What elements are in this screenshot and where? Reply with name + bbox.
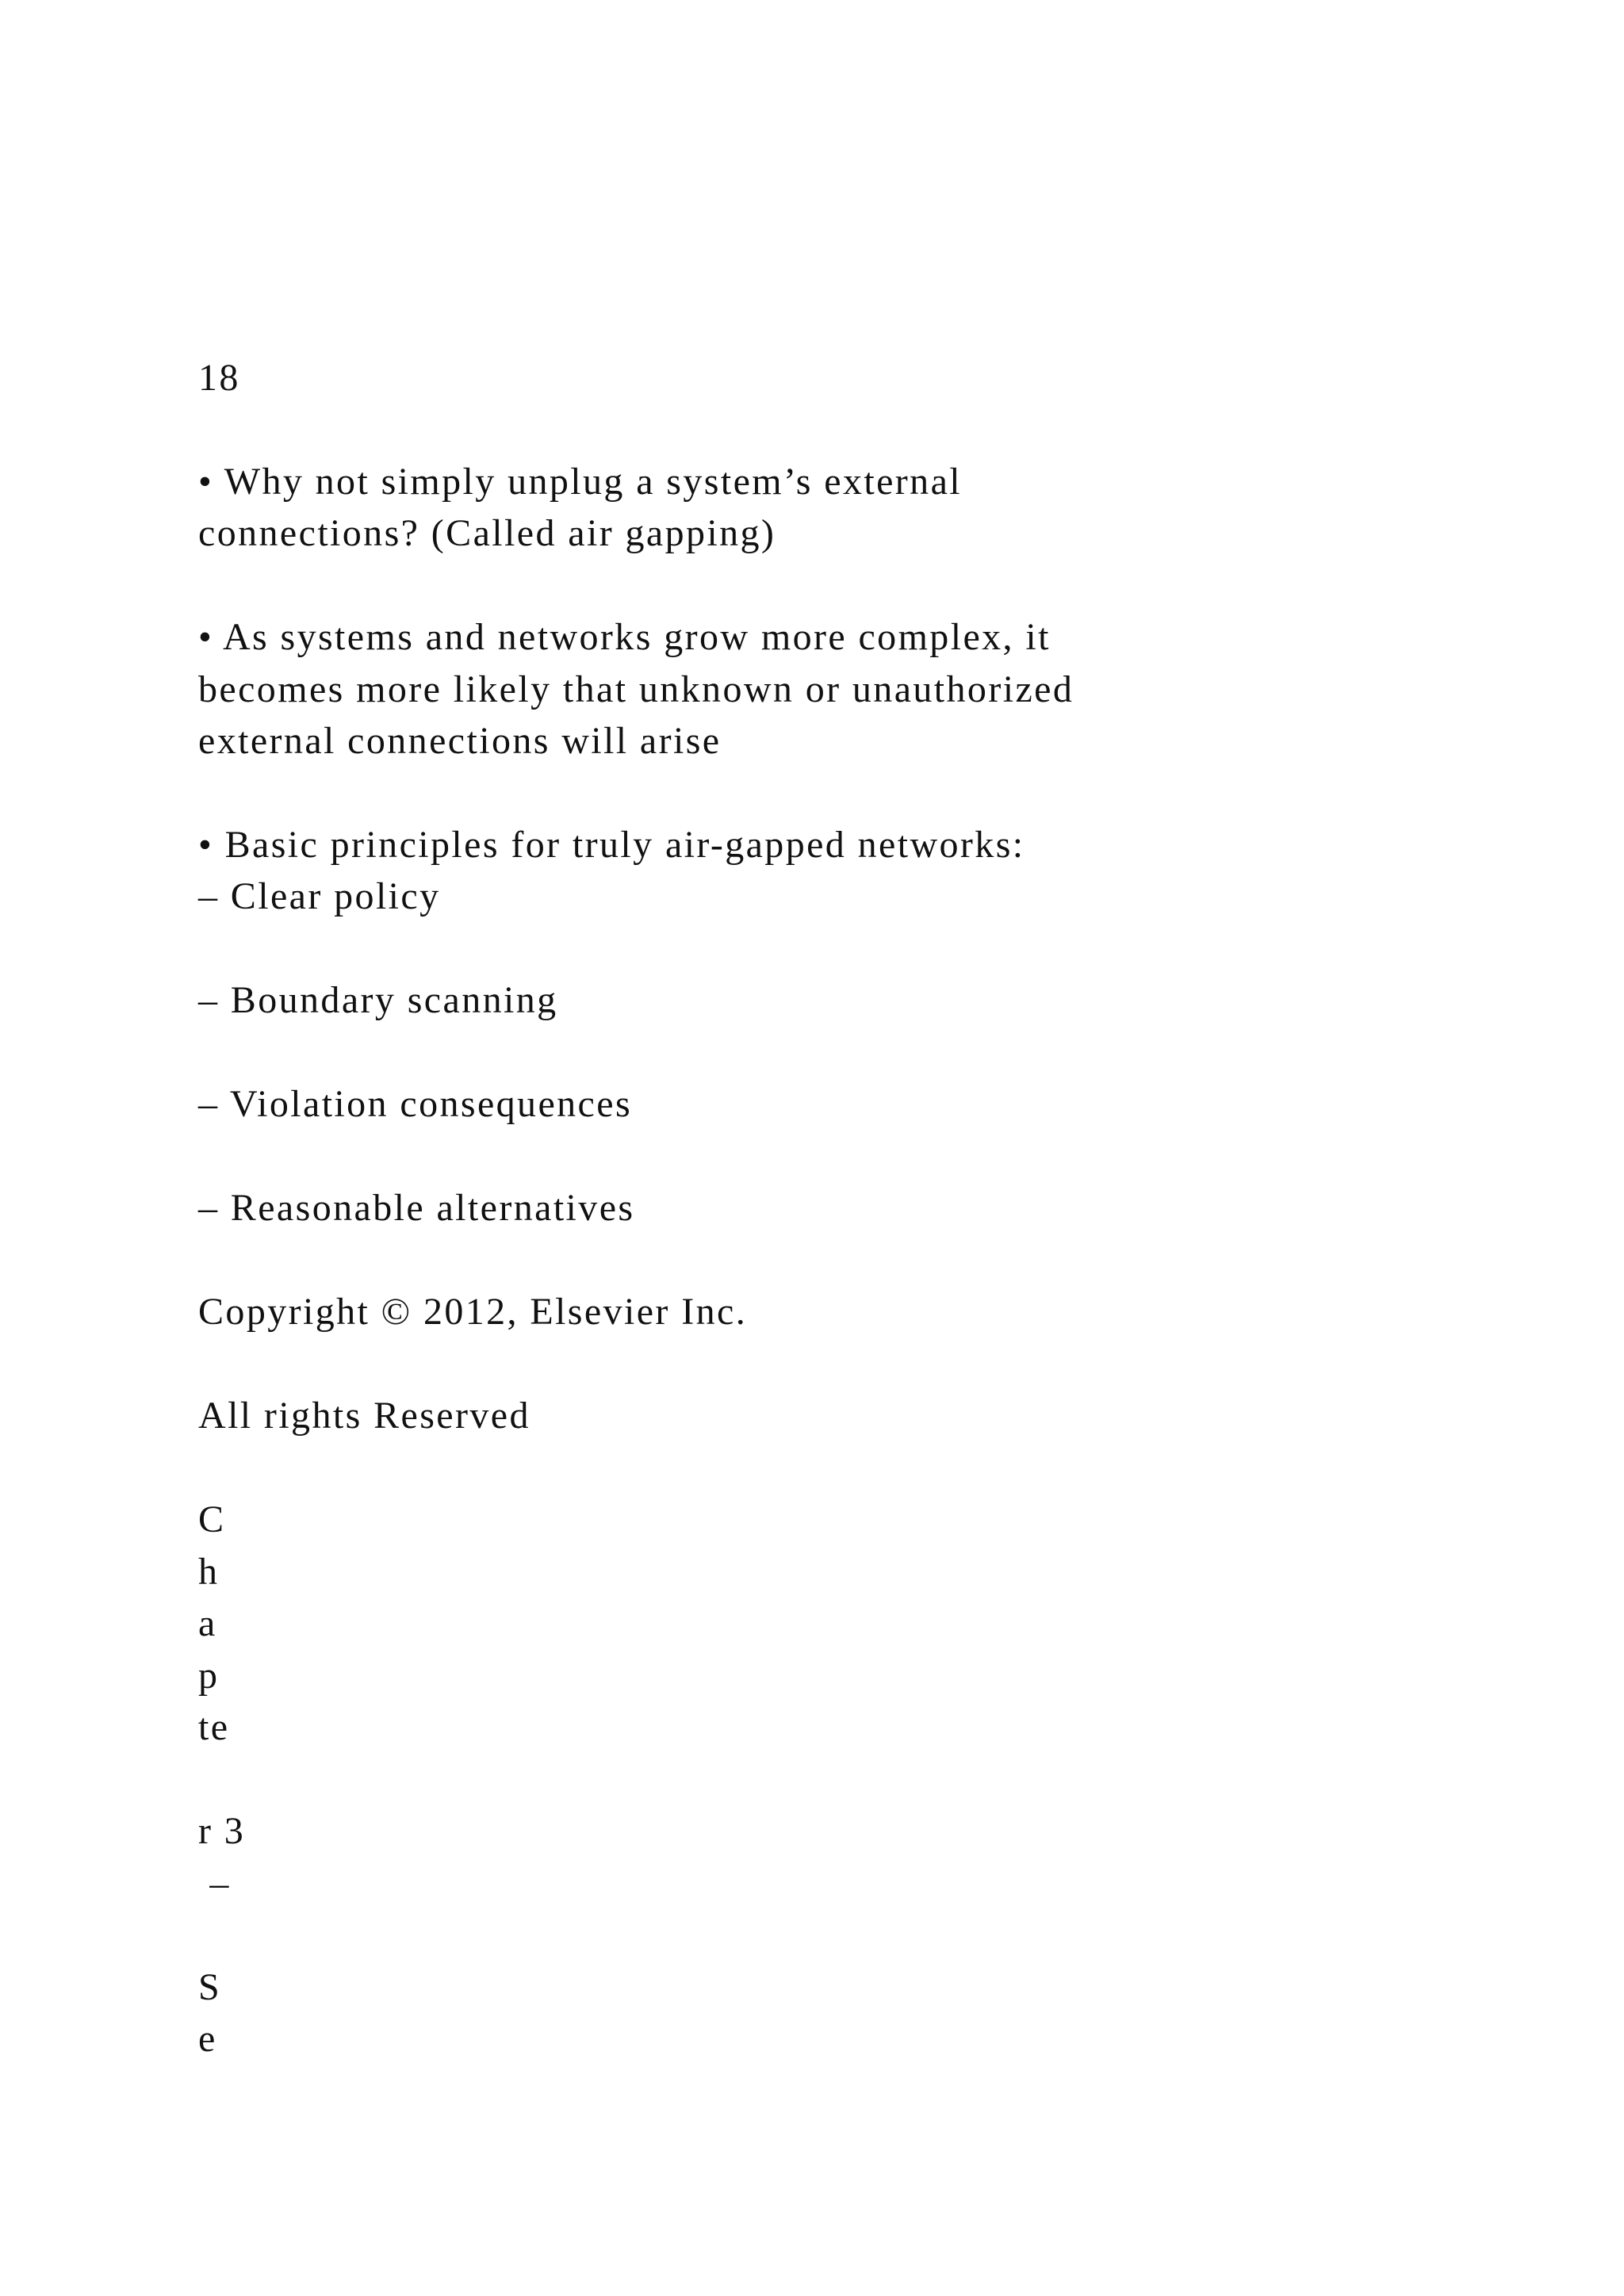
vertical-fragment: S <box>198 1966 222 2008</box>
rights-notice: All rights Reserved <box>198 1395 530 1437</box>
bullet-line: • Basic principles for truly air-gapped networks: <box>198 824 1025 866</box>
vertical-fragment: C <box>198 1498 226 1540</box>
bullet-line: • As systems and networks grow more complex, it <box>198 616 1051 658</box>
vertical-fragment: te <box>198 1706 230 1748</box>
bullet-line: connections? (Called air gapping) <box>198 512 776 554</box>
vertical-fragment: – <box>198 1862 231 1904</box>
copyright-notice: Copyright © 2012, Elsevier Inc. <box>198 1291 748 1333</box>
vertical-fragment: p <box>198 1655 220 1697</box>
vertical-fragment: h <box>198 1551 220 1593</box>
sub-item-clear-policy: – Clear policy <box>198 875 441 917</box>
vertical-fragment: a <box>198 1602 217 1644</box>
vertical-fragment: r 3 <box>198 1810 246 1852</box>
bullet-line: becomes more likely that unknown or unauthorized <box>198 668 1074 710</box>
vertical-fragment: e <box>198 2018 217 2060</box>
sub-item-boundary-scanning: – Boundary scanning <box>198 979 558 1021</box>
sub-item-violation-consequences: – Violation consequences <box>198 1083 633 1125</box>
bullet-line: • Why not simply unplug a system’s external <box>198 461 963 503</box>
sub-item-reasonable-alternatives: – Reasonable alternatives <box>198 1187 635 1229</box>
bullet-line: external connections will arise <box>198 720 722 762</box>
page-number: 18 <box>198 357 240 399</box>
